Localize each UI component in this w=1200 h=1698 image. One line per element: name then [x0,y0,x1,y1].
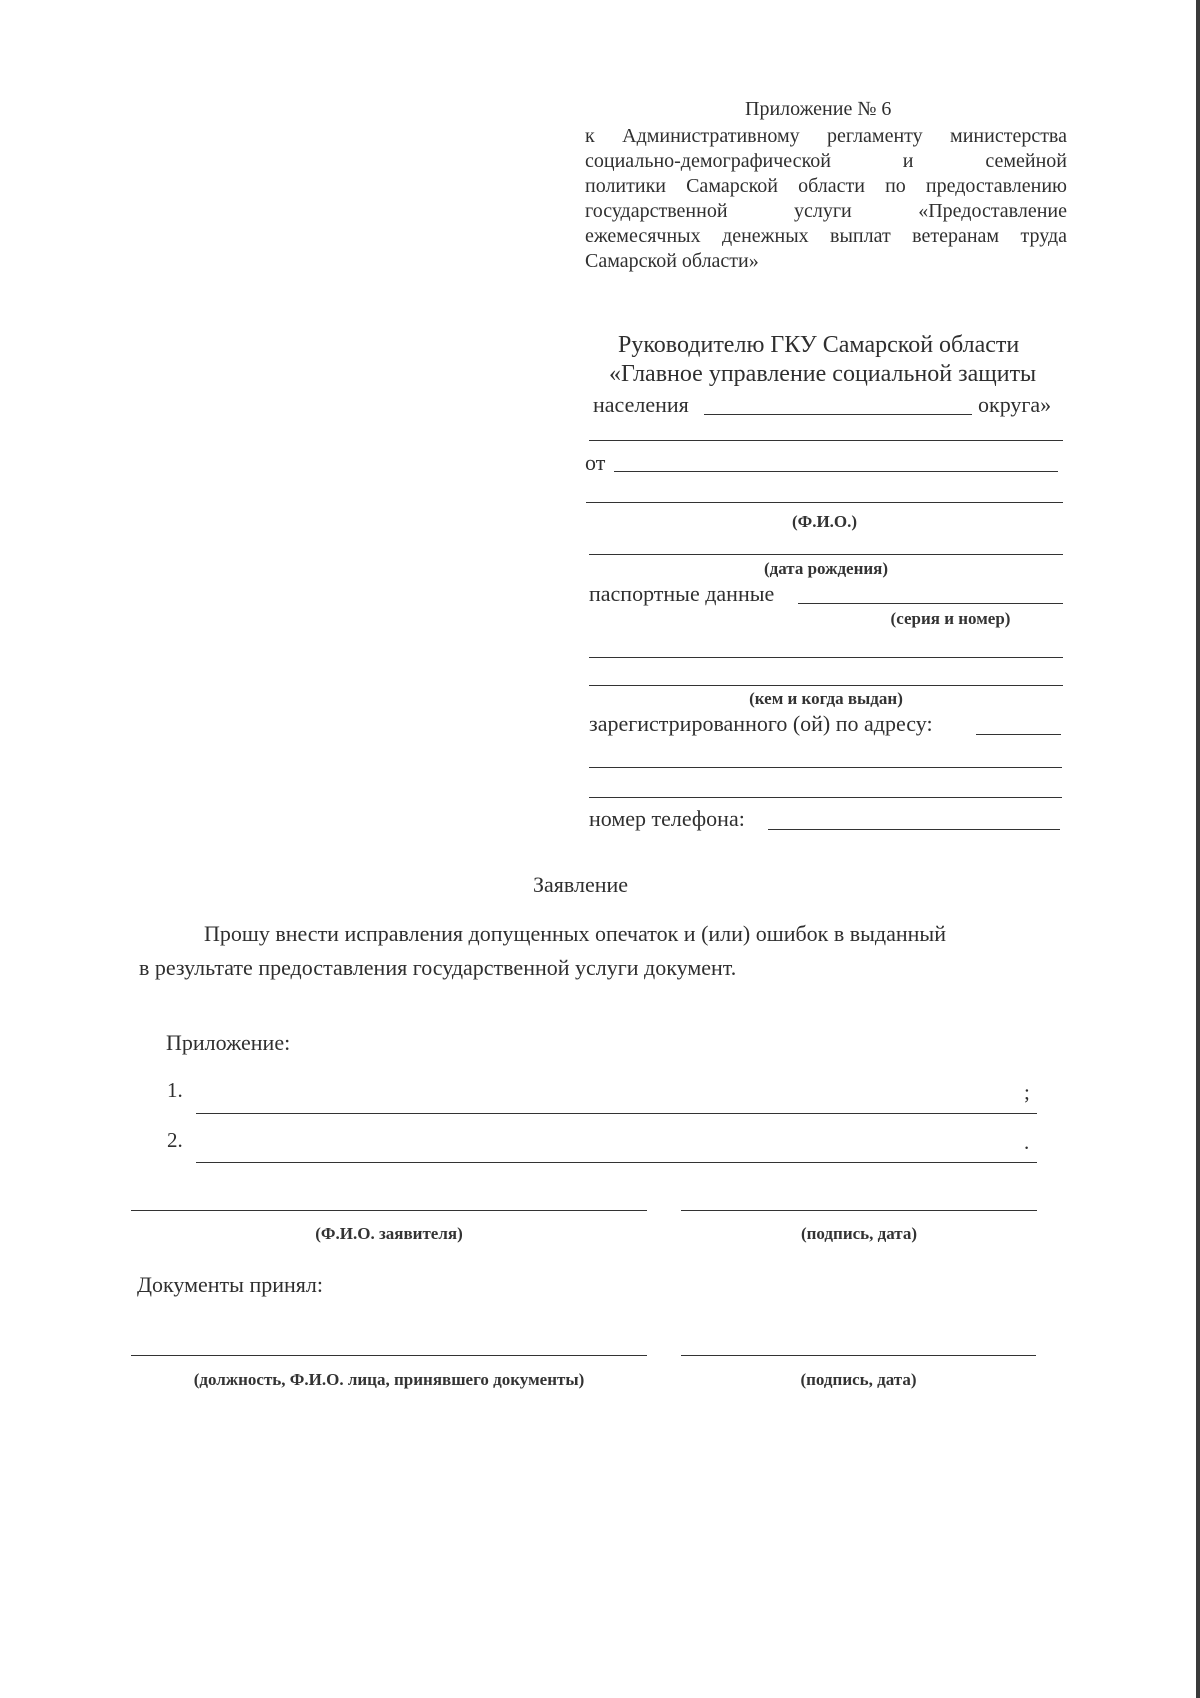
from-label: от [585,450,606,475]
attachment-2-number: 2. [167,1128,183,1152]
attachment-1-number: 1. [167,1078,183,1102]
accepted-label: Документы принял: [137,1272,323,1297]
attachment-2-end: . [1024,1130,1030,1154]
statement-body-line-2: в результате предоставления государственной услуги документ. [139,955,737,980]
addressee-line-1: Руководителю ГКУ Самарской области [618,332,1020,358]
appendix-line-3: политики Самарской области по предоставлению [585,175,1067,197]
series-caption: (серия и номер) [890,609,1011,628]
attachment-2-line [196,1162,1037,1163]
addressee-line-3-start: населения [593,392,689,417]
district-blank-line [704,414,972,415]
addressee-line-3-end: округа» [978,392,1052,417]
appendix-line-4: государственной услуги «Предоставление [585,200,1067,222]
appendix-line-2 [585,149,1067,174]
appendix-title: Приложение № 6 [745,98,892,120]
official-fio-caption: (должность, Ф.И.О. лица, принявшего документы) [193,1370,585,1389]
applicant-sign-caption: (подпись, дата) [800,1224,918,1243]
address-blank-line [976,734,1061,735]
appendix-line-2-text: социально-демографической и семейной [585,150,1067,172]
issued-caption: (кем и когда выдан) [749,689,903,708]
from-blank-line [614,471,1058,472]
birth-date-caption: (дата рождения) [763,559,889,578]
fio-line [586,502,1063,503]
appendix-last-line: Самарской области» [585,250,759,272]
appendix-line-5: ежемесячных денежных выплат ветеранам труда [585,225,1067,247]
birth-date-line [589,554,1063,555]
statement-title: Заявление [533,872,629,897]
phone-label: номер телефона: [589,806,745,831]
attachment-1-line [196,1113,1037,1114]
passport-blank-line [798,603,1063,604]
applicant-sign-line [681,1210,1037,1211]
addressee-blank-line [589,440,1063,441]
fio-caption: (Ф.И.О.) [791,512,858,531]
passport-line-2 [589,657,1063,658]
addressee-line-2: «Главное управление социальной защиты [609,361,1037,387]
address-line-2 [589,767,1062,768]
official-sign-caption: (подпись, дата) [800,1370,917,1389]
phone-blank-line [768,829,1060,830]
official-sign-line [681,1355,1036,1356]
official-fio-line [131,1355,647,1356]
applicant-fio-line [131,1210,647,1211]
passport-label: паспортные данные [589,581,775,606]
registered-label: зарегистрированного (ой) по адресу: [589,711,933,736]
attachments-label: Приложение: [166,1030,291,1055]
address-line-3 [589,797,1062,798]
statement-body-line-1: Прошу внести исправления допущенных опечаток и (или) ошибок в выданный [204,921,946,946]
appendix-line-1: к Административному регламенту министерства [585,125,1067,147]
applicant-fio-caption: (Ф.И.О. заявителя) [315,1224,463,1243]
attachment-1-end: ; [1024,1080,1030,1104]
scan-page-edge [1196,0,1200,1698]
passport-line-3 [589,685,1063,686]
